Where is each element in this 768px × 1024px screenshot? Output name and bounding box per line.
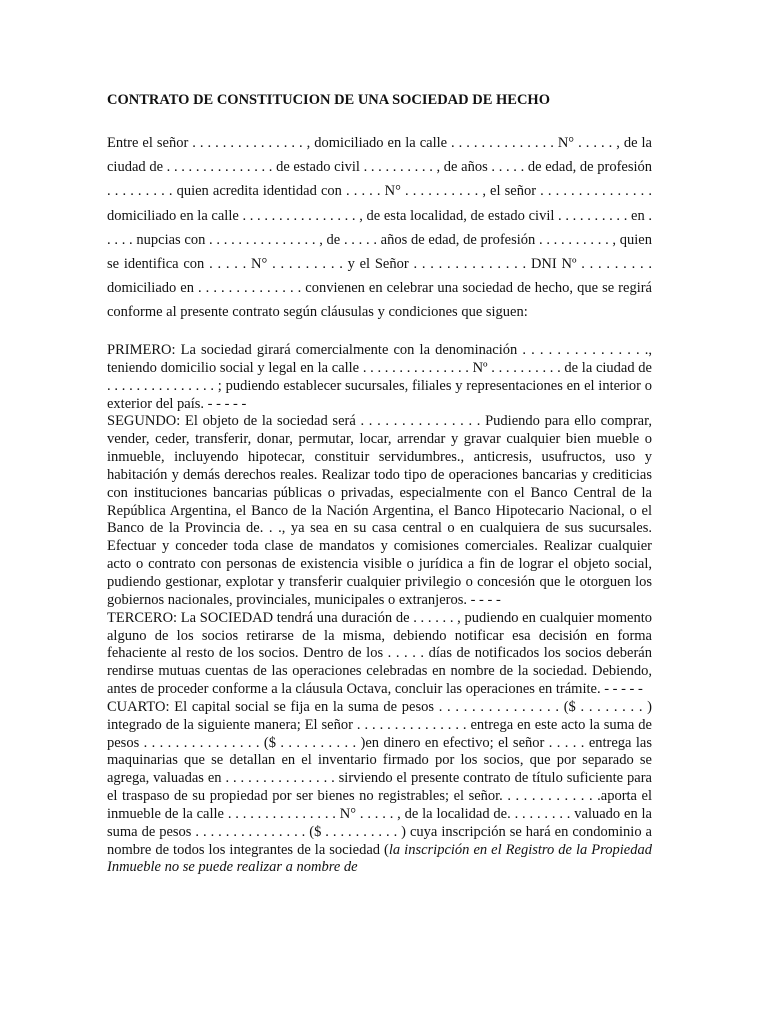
clause-primero	[107, 342, 652, 413]
clause-label: SEGUNDO:	[107, 413, 181, 430]
clause-text: El objeto de la sociedad será . . . . . . . . . . . . . . . Pudiendo para ello comprar, vender, ceder, transferir, donar, permutar, locar, arrendar y gravar cualquier bien mueble o inmueble, incluyendo hipotecar, constituir servidumbres., anticresis, usufructos, uso y habitación y demás derechos reales. Realizar todo tipo de operaciones bancarias y crediticias con instituciones bancarias públicas o privadas, especialmente con el Banco Central de la República Argentina, el Banco de la Nación Argentina, el Banco Hipotecario Nacional, o el Banco de la Provincia de. . ., ya sea en su casa central o en cualquiera de sus sucursales. Efectuar y conceder toda clase de mandatos y comisiones comerciales. Realizar cualquier acto o contrato con personas de existencia visible o jurídica a fin de lograr el objeto social, pudiendo gestionar, explotar y transferir cualquier privilegio o concesión que le otorguen los gobiernos nacionales, provinciales, municipales o extranjeros. - - - -	[107, 413, 652, 608]
clause-label: CUARTO:	[107, 698, 170, 715]
clause-label: PRIMERO:	[107, 342, 176, 358]
clause-segundo	[107, 413, 652, 609]
clause-text: La sociedad girará comercialmente con la denominación . . . . . . . . . . . . . . ., teniendo domicilio social y legal en la calle . . . . . . . . . . . . . . . Nº . . . . . . . . . . de la ciudad de . . . . . . . . . . . . . . . ; pudiendo establecer sucursales, filiales y representaciones en el interior o exterior del país. - - - - -	[107, 342, 652, 412]
clause-tercero	[107, 610, 652, 699]
clause-text: El capital social se fija en la suma de pesos . . . . . . . . . . . . . . . ($ . . . . . . . . ) integrado de la siguiente manera; El señor . . . . . . . . . . . . . . . entrega en este acto la suma de pesos . . . . . . . . . . . . . . . ($ . . . . . . . . . . )en dinero en efectivo; el señor . . . . . entrega las maquinarias que se detallan en el inventario firmado por los socios, que por separado se agrega, valuadas en . . . . . . . . . . . . . . . sirviendo el presente contrato de título suficiente para el traspaso de su propiedad por ser bienes no registrables; el señor. . . . . . . . . . . . .aporta el inmueble de la calle . . . . . . . . . . . . . . . N° . . . . . , de la localidad de. . . . . . . . . valuado en la suma de pesos . . . . . . . . . . . . . . . ($ . . . . . . . . . . ) cuya inscripción se hará en condominio a nombre de todos los integrantes de la sociedad (	[107, 698, 652, 858]
intro-paragraph: Entre el señor . . . . . . . . . . . . . . . , domiciliado en la calle . . . . . . . . . . . . . . N° . . . . . , de la ciudad de . . . . . . . . . . . . . . . de estado civil . . . . . . . . . . , de años . . . . . de edad, de profesión . . . . . . . . . quien acredita identidad con . . . . . N° . . . . . . . . . . , el señor . . . . . . . . . . . . . . . domiciliado en la calle . . . . . . . . . . . . . . . . , de esta localidad, de estado civil . . . . . . . . . . en . . . . . nupcias con . . . . . . . . . . . . . . . , de . . . . . años de edad, de profesión . . . . . . . . . . , quien se identifica con . . . . . N° . . . . . . . . . y el Señor . . . . . . . . . . . . . . DNI Nº . . . . . . . . . domiciliado en . . . . . . . . . . . . . . convienen en celebrar una sociedad de hecho, que se regirá conforme al presente contrato según cláusulas y condiciones que siguen:	[107, 135, 652, 321]
clause-text: La SOCIEDAD tendrá una duración de . . . . . . , pudiendo en cualquier momento alguno de los socios retirarse de la misma, debiendo notificar esa decisión en forma fehaciente al resto de los socios. Dentro de los . . . . . días de notificados los socios deberán rendirse mutuas cuentas de las operaciones celebradas en nombre de la sociedad. Debiendo, antes de proceder conforme a la cláusula Octava, concluir las operaciones en trámite. - - - - -	[107, 609, 652, 698]
clause-italic-note: la inscripción en el Registro de la Propiedad Inmueble no se puede realizar a nombre de	[107, 841, 652, 876]
clause-label: TERCERO:	[107, 609, 178, 626]
document-title: CONTRATO DE CONSTITUCION DE UNA SOCIEDAD DE HECHO	[107, 92, 550, 108]
clauses-section	[107, 342, 652, 877]
clause-cuarto	[107, 699, 652, 877]
